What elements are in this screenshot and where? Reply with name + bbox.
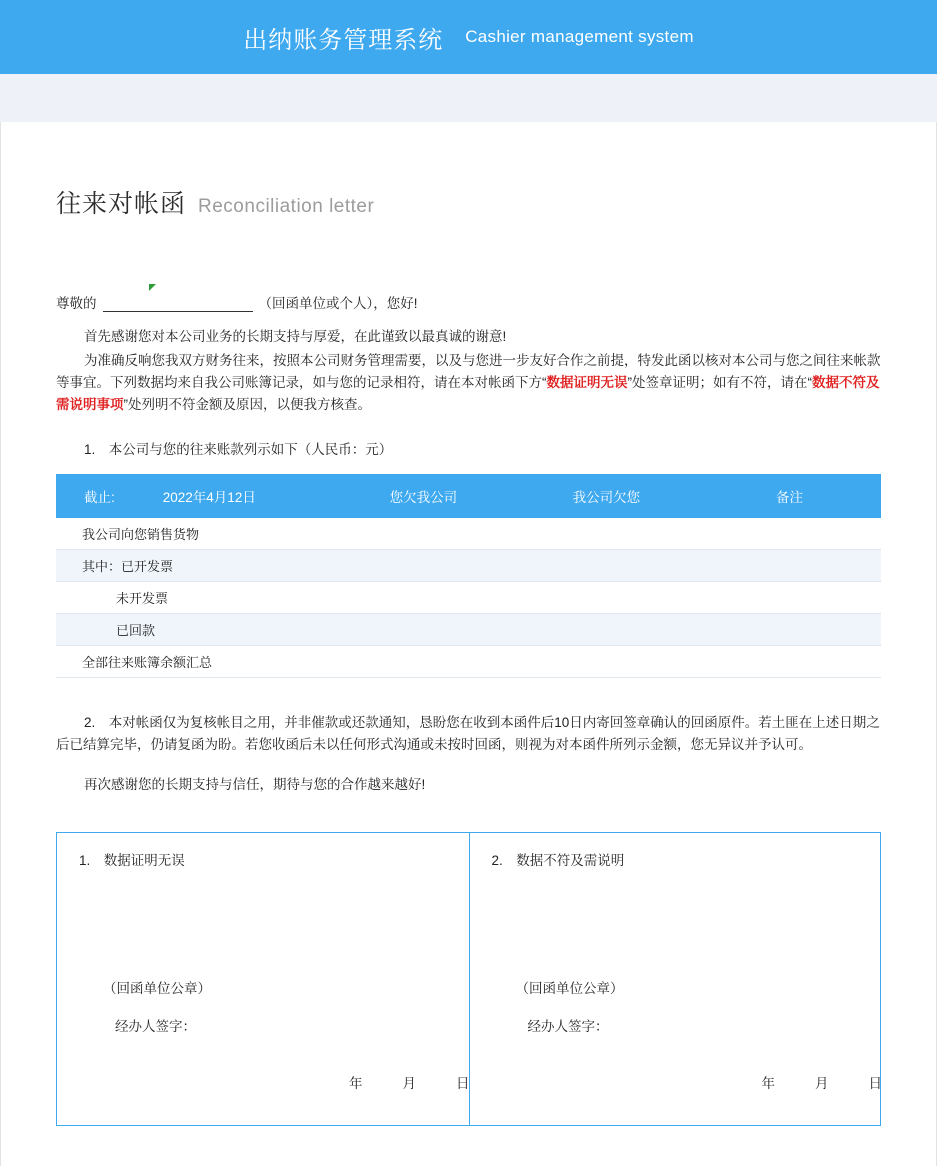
row-we-owe — [515, 518, 698, 550]
paragraph-thanks: 首先感谢您对本公司业务的长期支持与厚爱，在此谨致以最真诚的谢意! — [84, 329, 507, 344]
paragraph-purpose — [56, 350, 881, 416]
paragraph-purpose-part3: ”处列明不符金额及原因，以便我方核查。 — [123, 397, 371, 412]
table-row — [56, 518, 881, 550]
signature-mismatch-stamp-label: （回函单位公章） — [515, 981, 624, 996]
recipient-blank-field[interactable] — [103, 297, 253, 312]
row-you-owe — [332, 518, 515, 550]
paragraph-purpose-part1: 为准确反响您我双方财务往来，按照本公司财务管理需要，以及与您进一步友好合作之前提，特发此函以核对本公司与您之间往来帐款等事宜。下列数据均来自我公司账簿记录，如与您的记录相符，请在本对帐函下方“ — [56, 353, 881, 390]
reconciliation-table-head — [56, 474, 881, 518]
date-year-label: 年 — [761, 1076, 776, 1091]
table-header-remark: 备注 — [698, 474, 881, 518]
row-we-owe — [515, 550, 698, 582]
row-we-owe — [515, 646, 698, 678]
document-title-en: Reconciliation letter — [198, 196, 375, 217]
date-day-label: 日 — [868, 1076, 883, 1091]
row-label: 已回款 — [56, 614, 332, 646]
row-remark — [698, 582, 881, 614]
signature-confirm-stamp-label: （回函单位公章） — [103, 981, 211, 996]
reconciliation-table-body — [56, 518, 881, 678]
document-title-row — [56, 122, 881, 220]
table-row — [56, 614, 881, 646]
highlight-data-correct: 数据证明无误 — [546, 375, 628, 390]
table-header-we-owe: 我公司欠您 — [515, 474, 698, 518]
date-day-label: 日 — [456, 1076, 470, 1091]
row-we-owe — [515, 614, 698, 646]
paragraph-purpose-part2: ”处签章证明；如有不符，请在“ — [627, 375, 812, 390]
header-spacer — [0, 74, 937, 122]
table-row — [56, 550, 881, 582]
date-month-label: 月 — [402, 1076, 417, 1091]
highlight-data-mismatch: 数据不符及需说明事项 — [56, 375, 880, 412]
signature-mismatch-heading: 2. 数据不符及需说明 — [491, 853, 625, 868]
document-title-cn: 往来对帐函 — [56, 190, 187, 218]
document-sheet — [0, 122, 937, 1166]
signature-confirm-date — [79, 1057, 470, 1107]
signature-area — [56, 832, 881, 1126]
paragraph-notice: 2. 本对帐函仅为复核帐目之用，并非催款或还款通知，恳盼您在收到本函件后10日内寄回签章确认的回函原件。若土匪在上述日期之后已结算完毕，仍请复函为盼。若您收函后未以任何形式沟通或未按时回函，则视为对本函件所列示金额，您无异议并予认可。 — [56, 715, 880, 752]
row-remark — [698, 550, 881, 582]
row-remark — [698, 614, 881, 646]
signature-box-mismatch[interactable] — [469, 833, 881, 1125]
salutation-row — [56, 292, 881, 312]
cursor-marker-icon — [149, 284, 156, 291]
table-header-row — [56, 474, 881, 518]
deadline-label: 截止: — [84, 490, 115, 505]
row-you-owe — [332, 582, 515, 614]
deadline-date: 2022年4月12日 — [162, 490, 256, 505]
row-we-owe — [515, 582, 698, 614]
app-header — [0, 0, 937, 74]
list-item-1: 1. 本公司与您的往来账款列示如下（人民币：元） — [84, 442, 393, 457]
date-month-label: 月 — [815, 1076, 829, 1091]
signature-mismatch-person-label: 经办人签字： — [527, 1019, 609, 1034]
app-title-en: Cashier management system — [465, 27, 694, 46]
signature-confirm-person-label: 经办人签字： — [115, 1019, 196, 1034]
row-remark — [698, 646, 881, 678]
row-you-owe — [332, 550, 515, 582]
row-remark — [698, 518, 881, 550]
date-year-label: 年 — [349, 1076, 363, 1091]
row-label: 全部往来账簿余额汇总 — [56, 646, 332, 678]
app-title-cn: 出纳账务管理系统 — [243, 26, 444, 54]
row-you-owe — [332, 614, 515, 646]
row-label: 未开发票 — [56, 582, 332, 614]
row-label: 其中：已开发票 — [56, 550, 332, 582]
row-you-owe — [332, 646, 515, 678]
table-row — [56, 646, 881, 678]
signature-confirm-heading: 1. 数据证明无误 — [79, 853, 185, 868]
table-header-you-owe: 您欠我公司 — [332, 474, 515, 518]
table-row — [56, 582, 881, 614]
paragraph-closing: 再次感谢您的长期支持与信任，期待与您的合作越来越好! — [84, 777, 426, 792]
signature-mismatch-date — [492, 1057, 883, 1107]
salutation-suffix: （回函单位或个人），您好! — [258, 296, 418, 311]
salutation-prefix: 尊敬的 — [56, 296, 97, 311]
row-label: 我公司向您销售货物 — [56, 518, 332, 550]
signature-box-confirm[interactable] — [57, 833, 469, 1125]
reconciliation-table — [56, 474, 881, 678]
table-header-deadline — [56, 474, 332, 518]
